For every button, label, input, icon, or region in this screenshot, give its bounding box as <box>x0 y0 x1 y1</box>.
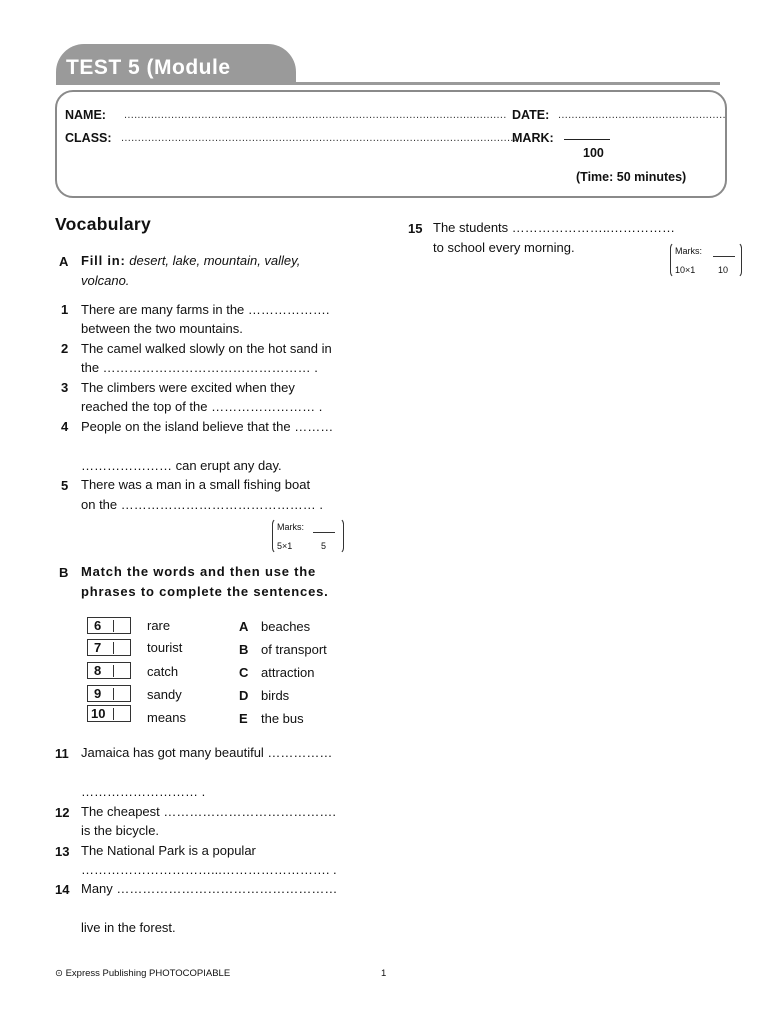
class-label: CLASS: <box>65 131 112 145</box>
copyright-notice: ⊙ Express Publishing PHOTOCOPIABLE <box>55 968 231 979</box>
question-line: There was a man in a small fishing boat <box>81 477 311 492</box>
match-word: rare <box>147 618 171 633</box>
question-line: The National Park is a popular <box>81 843 256 858</box>
match-word: tourist <box>147 640 183 655</box>
time-allowed: (Time: 50 minutes) <box>576 170 687 184</box>
part-a-instruction-bold: Fill in: <box>81 253 126 268</box>
marks-total: 5 <box>321 541 327 551</box>
answer-box-number: 10 <box>91 706 106 721</box>
part-a-words-2: volcano. <box>81 273 130 288</box>
question-line: The climbers were excited when they <box>81 380 295 395</box>
answer-box-divider <box>113 642 114 654</box>
header-rule <box>56 82 720 85</box>
answer-box-number: 9 <box>94 686 102 701</box>
match-phrase: of transport <box>261 642 327 657</box>
date-field[interactable]: .................................................. <box>558 109 726 121</box>
question-line: ………………… can erupt any day. <box>81 458 282 473</box>
match-word: sandy <box>147 687 182 702</box>
part-a-instruction <box>81 251 300 271</box>
part-a-letter: A <box>59 254 69 269</box>
question-line: Jamaica has got many beautiful …………… <box>81 745 333 760</box>
question-line: The students …………………..…………… <box>433 220 675 235</box>
question-line: …………………………...……………………. . <box>81 862 337 877</box>
question-line: to school every morning. <box>433 240 575 255</box>
answer-box-number: 8 <box>94 663 102 678</box>
part-b-instruction-1: Match the words and then use the <box>81 564 317 579</box>
question-number: 14 <box>55 882 70 897</box>
marks-label: Marks: <box>675 246 702 256</box>
question-number: 1 <box>61 302 69 317</box>
question-line: The camel walked slowly on the hot sand in <box>81 341 332 356</box>
match-phrase: attraction <box>261 665 315 680</box>
mark-label: MARK: <box>512 131 554 145</box>
mark-total: 100 <box>583 146 604 160</box>
match-letter: B <box>239 642 249 657</box>
section-title: Vocabulary <box>55 214 152 234</box>
match-phrase: the bus <box>261 711 304 726</box>
answer-box-number: 6 <box>94 618 102 633</box>
question-number: 4 <box>61 419 69 434</box>
question-line: People on the island believe that the ……… <box>81 419 334 434</box>
match-letter: A <box>239 619 249 634</box>
question-line: is the bicycle. <box>81 823 160 838</box>
part-a-words-1: desert, lake, mountain, valley, <box>129 253 301 268</box>
test-title: TEST 5 (Module <box>66 56 231 79</box>
marks-label: Marks: <box>277 522 304 532</box>
name-label: NAME: <box>65 108 106 122</box>
question-line: There are many farms in the ………………. <box>81 302 330 317</box>
answer-box[interactable] <box>87 685 131 702</box>
match-letter: D <box>239 688 249 703</box>
answer-box[interactable] <box>87 617 131 634</box>
date-label: DATE: <box>512 108 550 122</box>
question-line: Many …………………………………………… <box>81 881 338 896</box>
question-number: 13 <box>55 844 70 859</box>
match-letter: E <box>239 711 248 726</box>
question-number: 5 <box>61 478 69 493</box>
part-a-marks <box>272 518 344 554</box>
marks-calc: 5×1 <box>277 541 293 551</box>
marks-calc: 10×1 <box>675 265 696 275</box>
question-line: between the two mountains. <box>81 321 243 336</box>
answer-box[interactable] <box>87 639 131 656</box>
answer-box-divider <box>113 688 114 700</box>
marks-total: 10 <box>718 265 729 275</box>
question-number: 2 <box>61 341 69 356</box>
part-b-instruction-2: phrases to complete the sentences. <box>81 584 329 599</box>
question-line: reached the top of the …………………… . <box>81 399 323 414</box>
question-line: on the ……………………………………… . <box>81 497 323 512</box>
match-word: means <box>147 710 187 725</box>
match-phrase: birds <box>261 688 290 703</box>
marks-line <box>713 256 735 257</box>
answer-box-divider <box>113 620 114 632</box>
part-b-marks <box>670 242 742 278</box>
match-phrase: beaches <box>261 619 311 634</box>
mark-field[interactable] <box>564 139 610 140</box>
answer-box[interactable] <box>87 705 131 722</box>
match-word: catch <box>147 664 179 679</box>
question-line: the ………………………………………… . <box>81 360 318 375</box>
question-line: live in the forest. <box>81 920 176 935</box>
page-number: 1 <box>381 968 387 979</box>
answer-box-number: 7 <box>94 640 102 655</box>
answer-box-divider <box>113 708 114 720</box>
marks-line <box>313 532 335 533</box>
question-number: 15 <box>408 221 423 236</box>
answer-box-divider <box>113 665 114 677</box>
question-line: ……………………… . <box>81 784 206 799</box>
match-letter: C <box>239 665 249 680</box>
class-field[interactable]: ...................................................................................................................... <box>121 132 518 144</box>
question-line: The cheapest …………………………………. <box>81 804 336 819</box>
part-a-words-line2 <box>81 271 129 291</box>
answer-box[interactable] <box>87 662 131 679</box>
question-number: 12 <box>55 805 70 820</box>
question-number: 3 <box>61 380 69 395</box>
part-b-letter: B <box>59 565 69 580</box>
question-number: 11 <box>55 746 69 761</box>
name-field[interactable]: .................................................................................................................. <box>124 109 507 121</box>
